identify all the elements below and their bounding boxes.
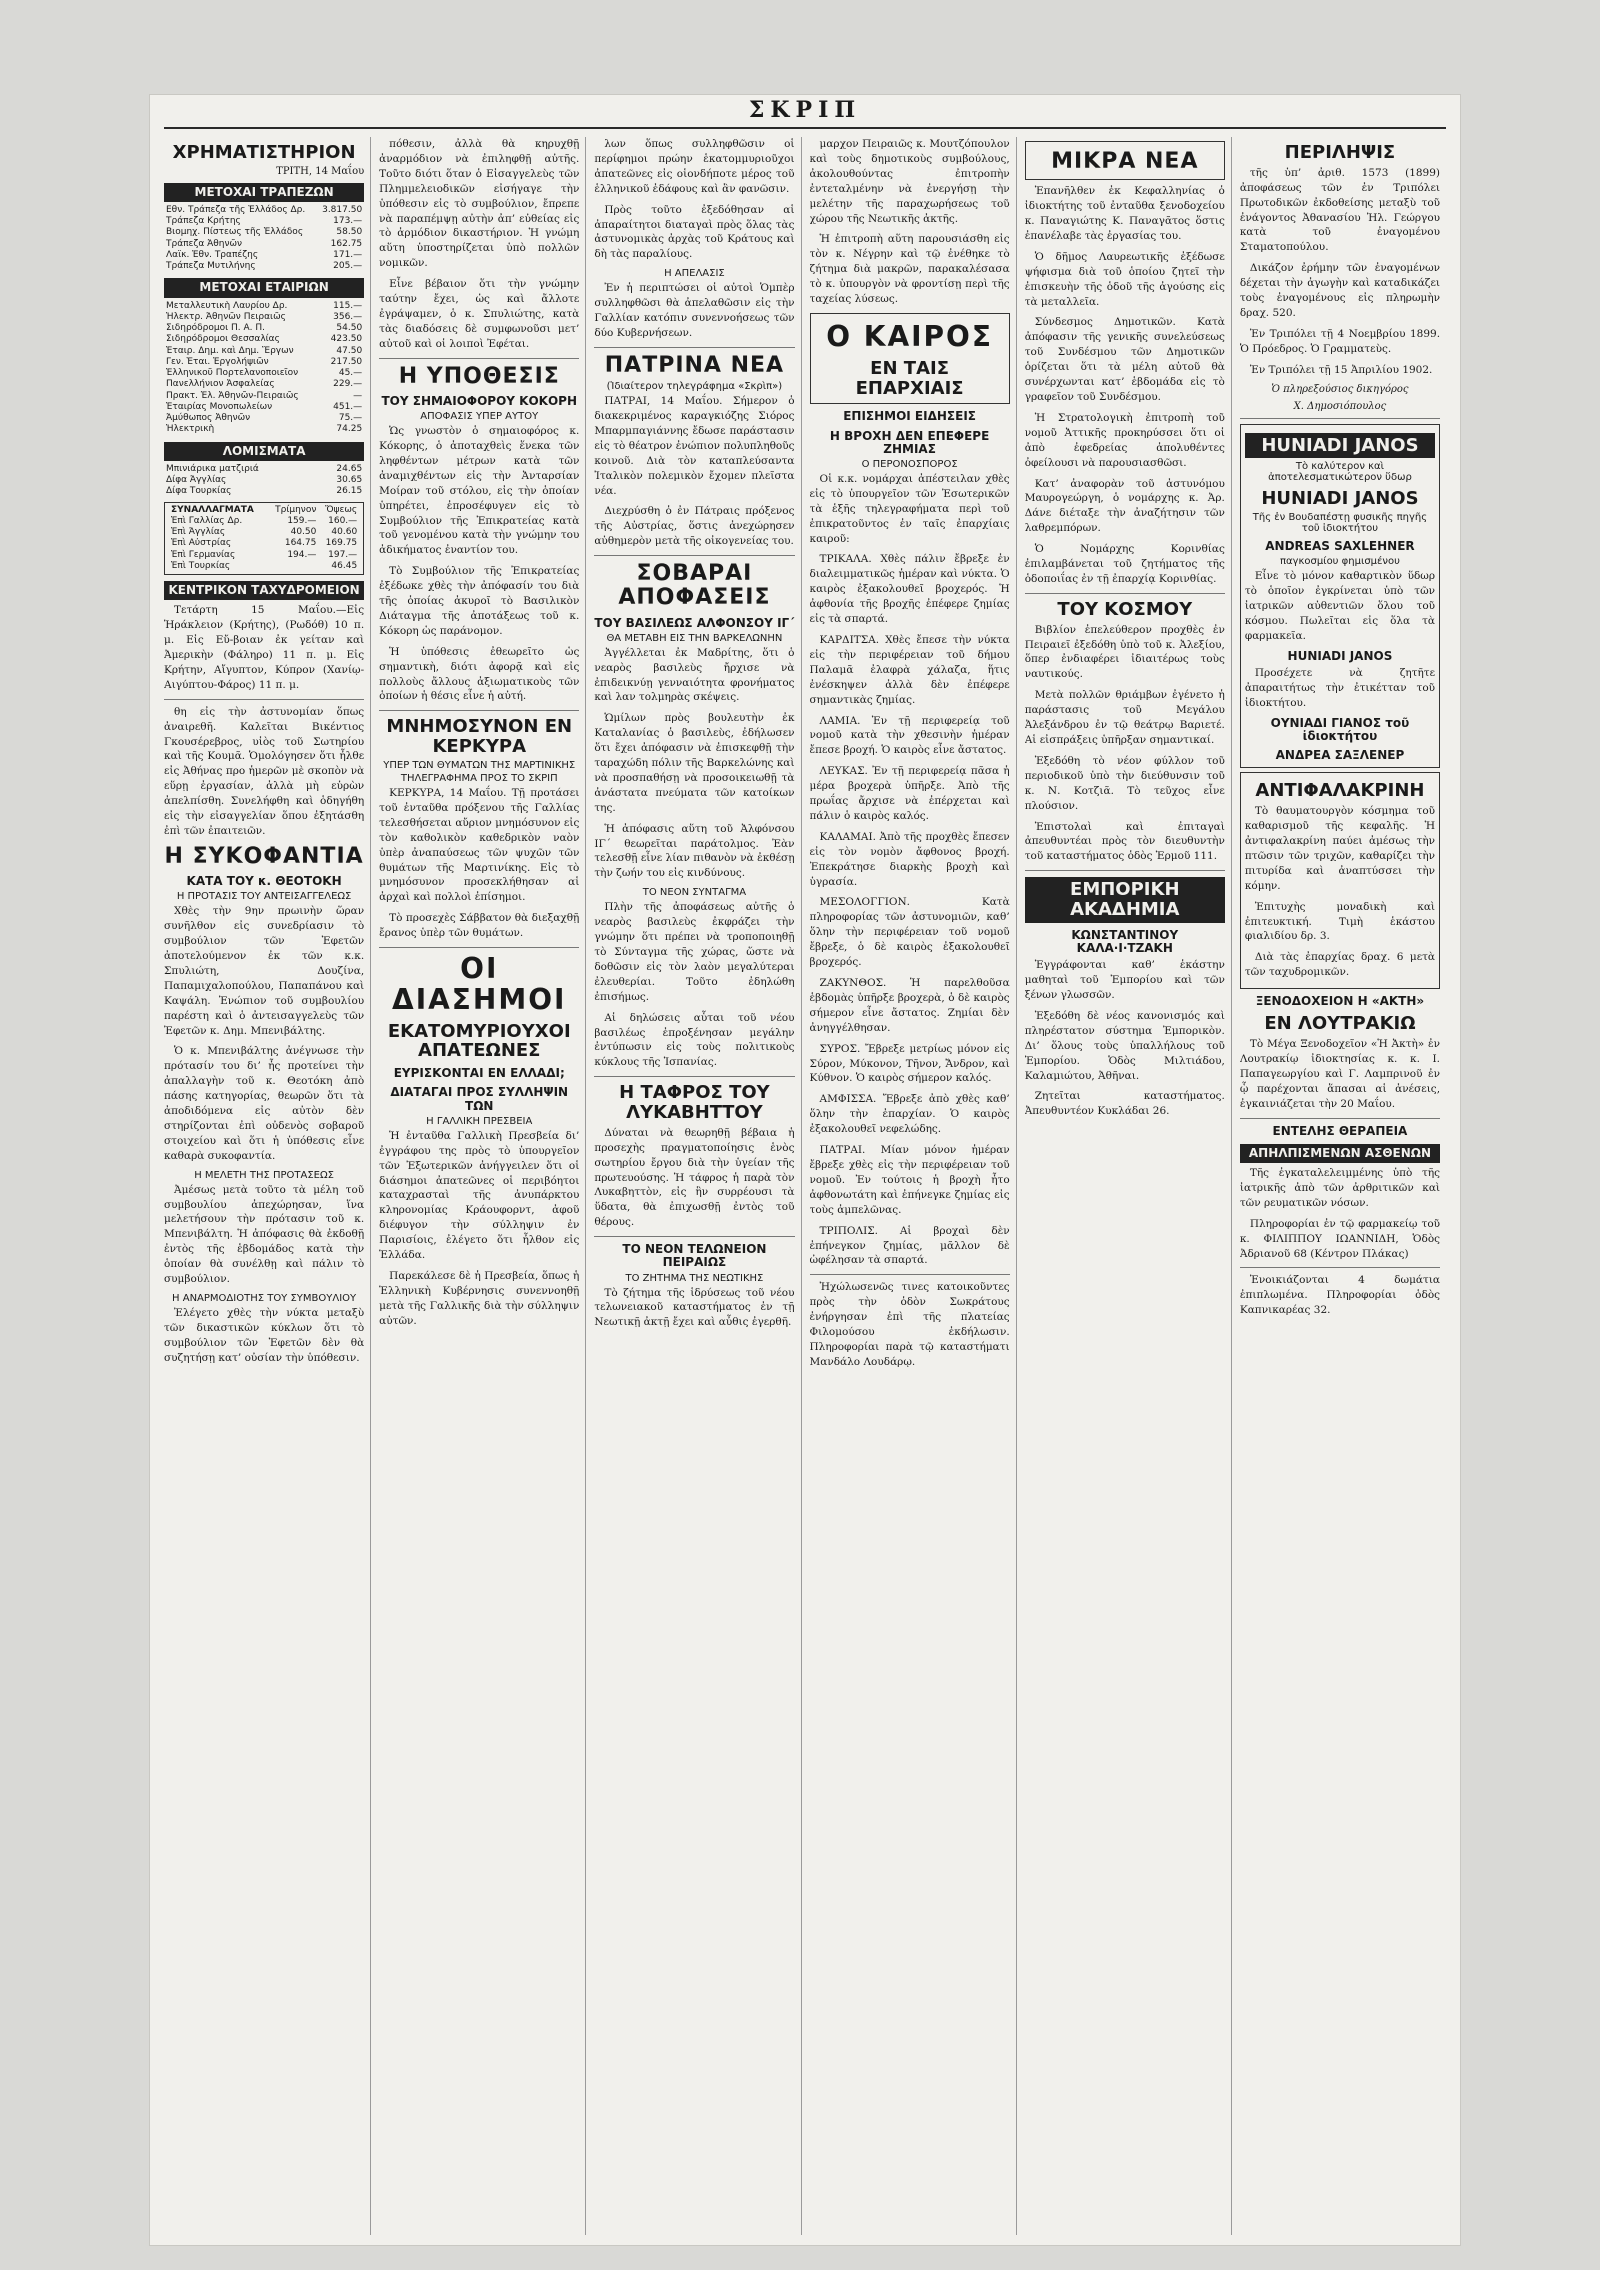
article-paragraph: ΠΑΤΡΑΙ. Μίαν μόνον ἡμέραν ἔβρεξε χθὲς εἰς τὴν περιφέρειαν τοῦ νομοῦ. Ἐν τούτοις ἡ βροχὴ ἦτο ἀφθονωτάτη καὶ ἐπήνεγκε ζημίας εἰς τοὺς ἀμπελῶνας. [809,1144,1010,1216]
koros-subheading-2: ΑΠΟΦΑΣΙΣ ΥΠΕΡ ΑΥΤΟΥ [420,411,539,423]
article-paragraph: Ἐπιστολαὶ καὶ ἐπιταγαὶ ἀπευθυντέαι πρὸς τὸν διευθυντὴν τοῦ καταστήματος ὁδὸς Ἑρμοῦ 111. [1024,820,1225,863]
divider [1025,870,1225,871]
article-paragraph: Ἡ Στρατολογικὴ ἐπιτροπὴ τοῦ νομοῦ Ἀττικῆς προκηρύσσει ὅτι οἱ ἀπὸ ἐφεδρείας ἀπολυθέντες ὀφείλουσι νὰ παρουσιασθῶσι. [1024,411,1225,469]
notice-paragraph: Ἐν Τριπόλει τῇ 15 Ἀπριλίου 1902. [1249,363,1433,376]
row-value: 47.50 [336,345,363,356]
article-paragraph: Ὁ Νομάρχης Κορινθίας ἐπιλαμβάνεται τοῦ ζητήματος τῆς ὁδοποιΐας ἐν τῇ ἐπαρχίᾳ Κορινθίας. [1024,543,1225,585]
signature-name: Χ. Δημοσιόπουλος [1293,400,1387,412]
fraud-heading: ΟΙ ΔΙΑΣΗΜΟΙ [392,952,567,1016]
masthead-rule [164,127,1446,129]
ad-paragraph: Τὸ θαυματουργὸν κόσμημα τοῦ καθαρισμοῦ τῆς κεφαλῆς. Ἡ ἀντιφαλακρίνη παύει ἀμέσως τὴν πτῶσιν τῶν τριχῶν, καθαρίζει τὴν πιτυρίδα καὶ ἀναπτύσσει τὴν κόμην. [1244,805,1436,892]
table-row [164,368,364,379]
coins-heading: ΛΟΜΙΣΜΑΤΑ [164,442,364,461]
article-paragraph: Χθὲς τὴν 9ην πρωινὴν ὥραν συνῆλθον εἰς συνεδρίασιν τὸ συμβούλιον τῶν Ἐφετῶν ἀποτελούμενον ἐκ τῶν κ.κ. Σπυλιώτη, Δουζίνα, Παπαμιχαλοπούλου, Παπαπάνου καὶ Καψάλη. Ἐνώπιον τοῦ συμβουλίου παρέστη καὶ ὁ ἀντεισαγγελεὺς τῶν Ἐφετῶν κ. Δημ. Μπενιβάλτης. [164,905,365,1037]
companies-table [164,301,364,436]
finance-date: ΤΡΙΤΗ, 14 Μαΐου [276,165,365,177]
post-text: Τετάρτη 15 Μαΐου.—Εἰς Ἡράκλειον (Κρήτης), (Ρωδόθ) 10 π. μ. Εἰς Εὔ-βοιαν ἐκ γείταν καὶ Ἀμερικὴν (Φάληρο) 11 π. μ. Εἰς Κρήτην, Αἴγυπτον, Κύπρον (Χανίῳ-Αιγύπτου-Φάρος) 11 π. μ. [164,604,365,691]
row-label: Ἑταιρ. Δημ. καὶ Δημ. Ἔργων [166,345,294,356]
article-paragraph: Ἡ ἐπιτροπὴ αὕτη παρουσιάσθη εἰς τὸν κ. Νέγρην καὶ τῷ ἐνέθηκε τὸ ζήτημα διὰ μακρῶν, παρακαλέσασα τὸ κ. ὑπουργὸν νὰ φροντίσῃ περὶ τῆς ταχείας λύσεως. [809,233,1010,306]
kerkyra-subheading-2: ΤΗΛΕΓΡΑΦΗΜΑ ΠΡΟΣ ΤΟ ΣΚΡΙΠ [400,772,558,784]
article-paragraph: Μετὰ πολλῶν θριάμβων ἐγένετο ἡ παράστασις τοῦ Μεγάλου Ἀλεξάνδρου ἐν τῷ θεάτρῳ Βαριετέ. Αἱ εἰσπράξεις ὑπῆρξαν σημαντικαί. [1024,689,1225,746]
row-label: Πρακτ. Ἐλ. Ἀθηνῶν-Πειραιῶς [166,390,299,401]
article-paragraph: Ἐγγράφονται καθ’ ἑκάστην μαθηταὶ τοῦ Ἐμπορίου καὶ τῶν ξένων γλωσσῶν. [1024,959,1225,1002]
divider [1240,1118,1440,1119]
table-row [164,334,364,345]
row-value: 24.65 [336,463,363,474]
saxlehner-greek: ΑΝΔΡΕΑ ΣΑΞΛΕΝΕΡ [1275,748,1405,763]
row-label: Τράπεζα Μυτιλήνης [166,261,256,272]
table-row [164,301,364,312]
article-paragraph: Ὡμίλων πρὸς βουλευτὴν ἐκ Καταλανίας ὁ βασιλεὺς, ἐδήλωσεν ὅτι ἔχει ἀπόφασιν νὰ ἐπισκεφθῇ τὴν ταραχώδη πόλιν τῆς Βαρκελώνης καὶ νὰ προσπαθήσῃ νὰ προσοικειωθῇ τὰ ἀνάστατα πνεύματα τῶν κατοίκων της. [594,712,795,814]
row-value: 74.25 [336,424,363,435]
article-paragraph: Πρὸς τοῦτο ἐξεδόθησαν αἱ ἀπαραίτητοι διαταγαὶ πρὸς ὅλας τὰς ἀστυνομικὰς ἀρχὰς τοῦ Κράτους καὶ δὴ τὰς παραλίους. [594,203,795,261]
article-paragraph: Ἡ ἀπόφασις αὕτη τοῦ Ἀλφόνσου ΙΓ΄ θεωρεῖται παράτολμος. Ἐὰν τελεσθῇ εἶνε λίαν πιθανὸν νὰ ἐκθέσῃ τὴν ζωήν του εἰς κινδύνους. [594,822,795,880]
king-subheading-2: ΘΑ ΜΕΤΑΒΗ ΕΙΣ ΤΗΝ ΒΑΡΚΕΛΩΝΗΝ [606,632,783,644]
finance-heading: ΧΡΗΜΑΤΙΣΤΗΡΙΟΝ [172,142,356,163]
table-row [164,379,364,390]
hotel-heading: ΞΕΝΟΔΟΧΕΙΟΝ Η «ΑΚΤΗ» [1255,994,1425,1009]
hotel-subheading: ΕΝ ΛΟΥΤΡΑΚΙΩ [1264,1013,1416,1035]
article-paragraph: Δύναται νὰ θεωρηθῇ βέβαια ἡ προσεχὴς πραγματοποίησις ἑνὸς σωτηρίου ἔργου διὰ τὴν ὑγείαν τῆς πρωτευούσης. Ἡ τάφρος ἡ παρὰ τὸν Λυκαβηττὸν, εἰς ἣν συρρέουσι τὰ ὕδατα, θὰ ἐπιχωσθῇ ἐντὸς τοῦ θέρους. [594,1126,795,1229]
article-paragraph: ΚΑΛΑΜΑΙ. Ἀπὸ τῆς προχθὲς ἔπεσεν εἰς τὸν νομὸν ἄφθονος βροχή. Ἐπεκράτησε διαρκὴς βροχὴ καὶ ὑγρασία. [809,830,1010,888]
divider [594,1236,794,1237]
row-value: 171.— [333,249,363,260]
patra-subheading: (Ἰδιαίτερον τηλεγράφημα «Σκρὶπ») [606,381,783,393]
article-paragraph: Σύνδεσμος Δημοτικῶν. Κατὰ ἀπόφασιν τῆς γενικῆς συνελεύσεως τοῦ Συνδέσμου τῶν Δημοτικῶν ὁρίζεται ὅτι τὰ μέλη αὐτοῦ θὰ συνέρχωνται κατ’ ἑβδομάδα εἰς τὸ γραφεῖον τοῦ Συνδέσμου. [1024,316,1225,403]
anti-heading: ΑΝΤΙΦΑΛΑΚΡΙΝΗ [1255,780,1425,802]
anti-ad [1240,772,1440,989]
row-label: Τράπεζα Κρήτης [166,216,241,227]
row-label: Εθν. Τράπεζα τῆς Ἑλλάδος Δρ. [166,204,306,215]
row-value: 54.50 [336,323,363,334]
row-label: Λαϊκ. Ἐθν. Τραπέζης [166,249,259,260]
article-paragraph: Τὸ Συμβούλιον τῆς Ἐπικρατείας ἐξέδωκε χθὲς τὴν ἀπόφασίν του διὰ τῆς ὁποίας ἀκυροῖ τὸ Βασιλικὸν Διάταγμα τῆς ἀποτάξεως τοῦ κ. Κόκορη ὡς παράνομον. [379,565,580,637]
row-label: Δίφα Ἀγγλίας [166,475,227,486]
row-value: 26.15 [336,486,363,497]
column-2 [379,137,586,2235]
article-paragraph: Διεχρύσθη ὁ ἐν Πάτραις πρόξενος τῆς Αὐστρίας, ὅστις ἀνεχώρησεν αὐθημερὸν μετὰ τῆς οἰκογενείας του. [594,505,795,548]
banks-table [164,205,364,273]
article-paragraph: Πλὴν τῆς ἀποφάσεως αὐτῆς ὁ νεαρὸς βασιλεὺς ἐκφράζει τὴν γνώμην ὅτι πρέπει νὰ τροποποιηθῇ τὸ Σύνταγμα τῆς χώρας, ὥστε νὰ δοθῶσιν εἰς τὸν λαὸν μεγαλύτεραι ἐλευθερίαι. Τοῦτο ἐδηλώθη ἐπισήμως. [594,901,795,1003]
article-paragraph: Κατ’ ἀναφορὰν τοῦ ἀστυνόμου Μαυρογεώργη, ὁ νομάρχης κ. Ἀρ. Δάνε διέταξε τὴν ἀναζήτησιν τῶν λαθρεμπόρων. [1024,477,1225,535]
row-value: 162.75 [330,238,363,249]
article-paragraph: ΜΕΣΟΛΟΓΓΙΟΝ. Κατὰ πληροφορίας τῶν ἀστυνομιῶν, καθ’ ὅλην τὴν περιφέρειαν τοῦ νομοῦ ἔβρεξε, ὁ δὲ καιρὸς ἐξακολουθεῖ βροχερός. [809,896,1010,969]
article-paragraph: ΤΡΙΠΟΛΙΣ. Αἱ βροχαὶ δὲν ἐπήνεγκον ζημίας, μᾶλλον δὲ ὠφέλησαν τὰ σπαρτά. [809,1224,1010,1267]
divider [379,358,579,359]
kerkyra-subheading: ΥΠΕΡ ΤΩΝ ΘΥΜΑΤΩΝ ΤΗΣ ΜΑΡΤΙΝΙΚΗΣ [383,759,576,771]
row-value: 451.— [333,401,363,412]
article-paragraph: Ἐλέγετο χθὲς τὴν νύκτα μεταξὺ τῶν δικαστικῶν κύκλων ὅτι τὸ συμβούλιον τῶν Ἐφετῶν δὲν θὰ συζητήσῃ κατ’ οὐσίαν τὴν ὑπόθεσιν. [164,1307,365,1364]
row-value: 3.817.50 [322,204,363,215]
table-row [164,261,364,272]
article-paragraph: Τὸ ζήτημα τῆς ἱδρύσεως τοῦ νέου τελωνειακοῦ καταστήματος ἐν τῇ Νεωτικῇ ἀκτῇ ἔχει καὶ αὖθις ἐγερθῆ. [594,1286,795,1329]
sykofantia-heading: Η ΣΥΚΟΦΑΝΤΙΑ [164,843,364,869]
article-paragraph: Ὡς γνωστὸν ὁ σημαιοφόρος κ. Κόκορης, ὁ ἀποταχθεὶς ἕνεκα τῶν ληφθέντων μέτρων κατὰ τῶν ἀναμιχθέντων εἰς τὴν Ἀνταρσίαν Μοίραν τοῦ στόλου, εἰς τὴν ὁποίαν ὑπηρέτει, ἐπροσέφυγεν εἰς τὸ Συμβούλιον τῆς Ἐπικρατείας κατὰ τοῦ γενομένου κατὰ τὴν γνώμην του ἀδικήματος ἐναντίον του. [379,425,580,557]
customs-subheading: ΤΟ ΖΗΤΗΜΑ ΤΗΣ ΝΕΩΤΙΚΗΣ [625,1272,764,1284]
koros-heading: Η ΥΠΟΘΕΣΙΣ [398,363,560,389]
table-row [164,464,364,475]
council-subheading: Η ΑΝΑΡΜΟΔΙΟΤΗΣ ΤΟΥ ΣΥΜΒΟΥΛΙΟΥ [172,1293,357,1305]
article-paragraph: Ὁ δῆμος Λαυρεωτικῆς ἐξέδωσε ψήφισμα διὰ τοῦ ὁποίου ζητεῖ τὴν ἐπισκευὴν τῆς ὁδοῦ τῆς ἀγούσης εἰς τὰ μεταλλεῖα. [1024,250,1225,308]
divider [1240,1267,1440,1268]
row-label: Σιδηρόδρομοι Π. Α. Π. [166,323,266,334]
table-row [169,527,359,538]
table-row [164,391,364,402]
article-paragraph: Ἀγγέλλεται ἐκ Μαδρίτης, ὅτι ὁ νεαρὸς βασιλεὺς ἤρχισε νὰ ἐπιδεικνύῃ γενναιότητα φρονήματος καὶ λαν τολμηρὰς σκέψεις. [594,646,795,704]
table-row [164,312,364,323]
row-label: Ἐπὶ Γερμανίας [171,549,236,560]
row-label: Ἐπὶ Τουρκίας [171,560,231,571]
ad-paragraph: Τὸ Μέγα Ξενοδοχεῖον «Ἡ Ἀκτὴ» ἐν Λουτρακίῳ ἰδιοκτησίας κ. κ. Ι. Παπαγεωργίου καὶ Γ. Λαμπρινοῦ ἐν ᾧ παρέχονται ἅπασαι αἱ ἀνέσεις, ἐγκαινιάζεται τὴν 20 Μαΐου. [1239,1038,1441,1110]
table-row [164,413,364,424]
row-value: 75.— [338,413,363,424]
therapy-subheading: ΑΠΗΛΠΙΣΜΕΝΩΝ ΑΣΘΕΝΩΝ [1240,1144,1440,1163]
row-label: Γεν. Ἑται. Ἐργολήψιῶν [166,356,269,367]
table-row [164,227,364,238]
divider [594,1076,794,1077]
row-label: Τράπεζα Ἀθηνῶν [166,238,243,249]
article-paragraph: Ἐν ἡ περιπτώσει οἱ αὐτοὶ Ὁμπὲρ συλληφθῶσι θὰ ἀπελαθῶσιν εἰς τὴν Γαλλίαν κατόπιν συνεννοήσεως τῶν δύο Κυβερνήσεων. [594,282,795,339]
emporiki-subheading: ΚΩΝΣΤΑΝΤΙΝΟΥ ΚΑΛΑ·Ι·ΤΖΑΚΗ [1071,927,1179,956]
article-paragraph: πόθεσιν, ἀλλὰ θὰ κηρυχθῇ ἀναρμόδιον νὰ ἐπιληφθῇ αὐτῆς. Τοῦτο διότι ὅταν ὁ Εἰσαγγελεὺς τῶν Πλημμελειοδικῶν εἰσήγαγε τὴν ὑπόθεσιν εἰς τὸ συμβούλιον, ἔπρεπε νὰ παραπέμψῃ αὐτὴν ἀπ’ εὐθείας εἰς τὸ ἀρμόδιον δικαστήριον. Ἡ γνώμη αὕτη ὑποστηρίζεται ὑπὸ πολλῶν νομικῶν. [379,138,580,270]
article-paragraph: Ἐξεδόθη τὸ νέον φύλλον τοῦ περιοδικοῦ ὑπὸ τὴν διεύθυνσιν τοῦ κ. Ν. Κοτζιᾶ. Τὸ τεῦχος εἶνε πλούσιον. [1024,754,1225,812]
article-paragraph: θη εἰς τὴν ἀστυνομίαν ὅπως ἀναιρεθῆ. Καλεῖται Βικέντιος Γκουσέρεβρος, υἱὸς τοῦ Σωτηρίου καὶ τῆς Κουμᾶ. Ὁμολόγησεν ὅτι ἦλθε εἰς Ἀθήνας προ ἡμερῶν μὲ σκοπὸν νὰ εὕρῃ ἐργασίαν, ἀλλὰ μὴ εὑρὼν ἀπελπίσθη. Συνελήφθη καὶ ὁδηγήθη εἰς τὴν εἰσαγγελίαν ὅπου ἐξητάσθη ἐπὶ τῶν ἐπαιτειῶν. [164,705,365,837]
article-paragraph: Τὸ προσεχὲς Σάββατον θὰ διεξαχθῇ ἔρανος ὑπὲρ τῶν θυμάτων. [379,912,580,940]
table-row [164,323,364,334]
divider [379,947,579,948]
divider [1025,593,1225,594]
weather-box [810,313,1010,404]
weather-subheading-3: Η ΒΡΟΧΗ ΔΕΝ ΕΠΕΦΕΡΕ ΖΗΜΙΑΣ [829,428,990,456]
table-row [164,475,364,486]
sykofantia-subheading-2: Η ΠΡΟΤΑΣΙΣ ΤΟΥ ΑΝΤΕΙΣΑΓΓΕΛΕΩΣ [176,891,352,903]
exchange-col-a: Τρίμηνον [275,504,317,515]
row-value: 173.— [333,216,363,227]
row-value: 40.60 [331,527,358,538]
article-paragraph: Οἱ κ.κ. νομάρχαι ἀπέστειλαν χθὲς εἰς τὸ ὑπουργεῖον τῶν Ἐσωτερικῶν τὰ ἑξῆς τηλεγραφήματα περὶ τοῦ ἐπικρατοῦντος ἐν ταῖς ἐπαρχίαις καιροῦ: [809,472,1010,545]
patra-heading: ΠΑΤΡΙΝΑ ΝΕΑ [604,352,785,378]
companies-heading: ΜΕΤΟΧΑΙ ΕΤΑΙΡΙΩΝ [164,278,364,297]
row-label: Ἑλληνικοῦ Πορτελανοποιεῖον [166,368,299,379]
row-value: 45.— [338,368,363,379]
row-label: Μπινιάρικα ματζιριά [166,463,259,474]
weather-heading: Ο ΚΑΙΡΟΣ [826,319,993,353]
fraud-subheading-3: Η ΓΑΛΛΙΚΗ ΠΡΕΣΒΕΙΑ [426,1115,533,1127]
row-label: Πανελλήνιον Ἀσφαλείας [166,379,275,390]
row-label: Δίφα Τουρκίας [166,486,232,497]
ad-paragraph: Ἐνοικιάζονται 4 δωμάτια ἐπιπλωμένα. Πληροφορίαι ὁδὸς Καπνικαρέας 32. [1239,1274,1441,1317]
article-paragraph: ΛΑΜΙΑ. Ἐν τῇ περιφερείᾳ τοῦ νομοῦ κατὰ τὴν χθεσινὴν ἡμέραν ἔπεσε βροχή. Ὁ καιρὸς εἶνε ἄστατος. [809,714,1010,757]
mikra-heading: ΜΙΚΡΑ ΝΕΑ [1051,149,1199,174]
divider [594,347,794,348]
article-paragraph: Ἐξεδόθη δὲ νέος κανονισμός καὶ πληρέστατον σύστημα Ἐμπορικὸν. Δι’ ὅλους τοὺς ὑπαλλήλους τοῦ Ἐμπορίου. Ὁδὸς Μιλτιάδου, Καλαμιώτου, Ἀθῆναι. [1024,1009,1225,1082]
divider [594,555,794,556]
notice-paragraph: Δικάζον ἐρήμην τῶν ἐναγομένων δέχεται τὴν ἀγωγὴν καὶ καταδικάζει τοὺς ἐναγομένους εἰς πληρωμὴν δραχ. 520. [1239,262,1441,319]
table-row [164,205,364,216]
column-6 [1240,137,1446,2235]
row-label: Ἐπὶ Αὐστρίας [171,538,232,549]
hunyadi-subheading: Τὸ καλύτερον καὶ ἀποτελεσματικώτερον ὕδωρ [1268,461,1412,484]
row-value: 423.50 [330,334,363,345]
row-label: Ἀμύθωπος Ἀθηνῶν [166,413,251,424]
notice-paragraph: τῆς ὑπ’ ἀριθ. 1573 (1899) ἀποφάσεως τῶν ἐν Τριπόλει Πρωτοδικῶν ἐκδοθείσης μεταξὺ τοῦ ἐνάγοντος Ἀθανασίου Ἠλ. Γεώργου κατὰ τοῦ ἐναγομένου Σταματοπούλου. [1239,166,1441,254]
hunyadi-name: HUNIADI JANOS [1261,488,1419,510]
row-value: 58.50 [336,227,363,238]
table-row [169,538,359,549]
divider [810,1274,1010,1275]
article-paragraph: ΖΑΚΥΝΘΟΣ. Ἡ παρελθοῦσα ἑβδομὰς ὑπῆρξε βροχερὰ, ὁ δὲ καιρὸς σήμερον εἶνε ἄστατος. Ζημίαι δὲν ἀνηγγέλθησαν. [809,977,1010,1034]
columns [164,137,1446,2235]
hunyadi-subheading-3: παγκοσμίου φημισμένου [1279,556,1400,568]
table-row [164,486,364,497]
row-value: 30.65 [336,475,363,486]
row-value: 356.— [333,311,363,322]
row-label: Ἐπὶ Γαλλίας Δρ. [171,515,243,526]
article-paragraph: Ζητεῖται καταστήματος. Ἀπευθυντέον Κυκλάδαι 26. [1024,1090,1225,1118]
row-label: Ἐπὶ Ἀγγλίας [171,527,226,538]
row-value: 46.45 [331,560,358,571]
article-paragraph: Ἡ ἐνταῦθα Γαλλικὴ Πρεσβεία δι’ ἐγγράφου της πρὸς τὸ ὑπουργεῖον τῶν Ἐξωτερικῶν ἀνήγγειλεν ὅτι οἱ διάσημοι ἀπατεῶνες οἱ περιβόητοι καταχρασταὶ τῆς ἀνυπάρκτου κληρονομίας Κράουφορντ, ἀφοῦ διέφυγον τὴν σύλληψιν ἐν Παρισίοις, ἐλέγετο ὅτι ἦλθον εἰς Ἑλλάδα. [379,1129,580,1262]
exchange-col-b: Ὄψεως [325,504,358,515]
article-paragraph: ΑΜΦΙΣΣΑ. Ἔβρεξε ἀπὸ χθὲς καθ’ ὅλην τὴν ἐπαρχίαν. Ὁ καιρὸς ἐξακολουθεῖ νεφελώδης. [809,1093,1010,1136]
article-paragraph: ΤΡΙΚΑΛΑ. Χθὲς πάλιν ἔβρεξε ἐν διαλειμματικῶς ἡμέραν καὶ νύκτα. Ὁ καιρὸς ἐξακολουθεῖ βροχερός. Ἡ ἀφθονία τῆς βροχῆς ἐπέφερε ζημίας εἰς τὰ σπαρτά. [809,553,1010,626]
article-paragraph: Ἡ ὑπόθεσις ἐθεωρεῖτο ὡς σημαντικὴ, διότι ἀφορᾷ καὶ εἰς πολλοὺς ἄλλους ἀξιωματικοὺς τῶν ὁποίων ἡ θέσις εἶνε ἡ αὐτή. [379,645,580,703]
newspaper-page [150,95,1460,2245]
deport-subheading: Η ΑΠΕΛΑΣΙΣ [664,268,725,280]
weather-subheading: ΕΝ ΤΑΙΣ ΕΠΑΡΧΙΑΙΣ [855,357,964,399]
row-value: 159.— [287,515,317,526]
emporiki-heading: ΕΜΠΟΡΙΚΗ ΑΚΑΔΗΜΙΑ [1025,877,1225,923]
fraud-heading-2: ΕΚΑΤΟΜΥΡΙΟΥΧΟΙ ΑΠΑΤΕΩΝΕΣ [387,1020,571,1062]
ad-paragraph: Τῆς ἐγκαταλελειμμένης ὑπὸ τῆς ἰατρικῆς ἀπὸ τῶν ἀρθριτικῶν καὶ τῶν ρευματικῶν νόσων. [1239,1167,1441,1209]
masthead: ΣΚΡΙΠ [748,97,862,123]
table-row [169,516,359,527]
sykofantia-subheading: ΚΑΤΑ ΤΟΥ κ. ΘΕΟΤΟΚΗ [186,874,342,889]
row-label: Ἑταιρίας Μονοπωλείων [166,401,273,412]
table-row [164,250,364,261]
notice-paragraph: Ἐν Τριπόλει τῇ 4 Νοεμβρίου 1899. Ὁ Πρόεδρος. Ὁ Γραμματεὺς. [1239,327,1441,355]
ad-paragraph: Διὰ τὰς ἐπαρχίας δραχ. 6 μετὰ τῶν ταχυδρομικῶν. [1244,951,1436,979]
column-5 [1025,137,1232,2235]
article-paragraph: μαρχον Πειραιῶς κ. Μουτζόπουλον καὶ τοὺς δημοτικοὺς συμβούλους, ἀκολουθούντας ἐπιτροπὴν ἐντεταλμένην νὰ ἐνεργήσῃ τὴν μελέτην τῆς παραχωρήσεως τοῦ χώρου τῆς Νεωτικῆς ἀκτῆς. [809,138,1010,225]
article-paragraph: Ἠχώλωσενῶς τινες κατοικοῦντες πρὸς τὴν ὁδὸν Σωκράτους ἐνήργησαν ἐπὶ τῆς πλατείας Φιλομούσου ἐκδήλωσιν. Πληροφορίαι παρὰ τῷ καταστήματι Μανδάλο Λουδάρῳ. [809,1281,1010,1368]
row-label: Σιδηρόδρομοι Θεσσαλίας [166,334,280,345]
weather-subheading-2: ΕΠΙΣΗΜΟΙ ΕΙΔΗΣΕΙΣ [843,409,976,424]
article-paragraph: Ἀμέσως μετὰ τοῦτο τὰ μέλη τοῦ συμβουλίου ἀπεχώρησαν, ἵνα μελετήσουν τὴν πρότασιν τοῦ κ. Μπενιβάλτη. Ἡ ἀπόφασις θὰ ἐκδοθῇ ἐντὸς τῆς ἑβδομάδος κατὰ τὴν ὁποίαν θὰ συνέλθῃ καὶ πάλιν τὸ συμβούλιον. [164,1183,365,1286]
article-paragraph: ΛΕΥΚΑΣ. Ἐν τῇ περιφερείᾳ πᾶσα ἡ μέρα βροχερὰ ὑπῆρξε. Ἀπὸ τῆς πρωΐας ἄρχισε νὰ ἐπέρχεται καὶ πάλιν ὁ καιρὸς καλός. [809,765,1010,822]
row-value: 197.— [328,549,358,560]
king-heading: ΣΟΒΑΡΑΙ ΑΠΟΦΑΣΕΙΣ [618,561,771,611]
article-paragraph: ΚΕΡΚΥΡΑ, 14 Μαΐου. Τῇ προτάσει τοῦ ἐνταῦθα πρόξενου τῆς Γαλλίας τελεσθήσεται αὔριον μνημόσυνον εἰς τὸν καθολικὸν καθεδρικὸν ναὸν ὑπὲρ ἀναπαύσεως τῶν ψυχῶν τῶν θυμάτων τῆς Μαρτινίκης. Εἰς τὸ μνημόσυνον προσεκλήθησαν αἱ ἀρχαὶ καὶ πολλοὶ ἐπίσημοι. [379,786,580,904]
row-label: Βιομηχ. Πίστεως τῆς Ἑλλάδος [166,227,304,238]
ad-paragraph: Πληροφορίαι ἐν τῷ φαρμακείῳ τοῦ κ. ΦΙΛΙΠΠΟΥ ΙΩΑΝΝΙΔΗ, Ὁδὸς Ἀδριανοῦ 68 (Κέντρον Πλάκας) [1239,1217,1441,1260]
article-paragraph: λων ὅπως συλληφθῶσιν οἱ περίφημοι πρώην ἑκατομμυριοῦχοι ἀπατεῶνες εἰς οἱονδήποτε μέρος τοῦ ἑλληνικοῦ ἐδάφους καὶ ἂν φανῶσιν. [594,138,795,195]
constitution-subheading: ΤΟ ΝΕΟΝ ΣΥΝΤΑΓΜΑ [642,887,747,899]
row-value [267,561,318,572]
king-subheading: ΤΟΥ ΒΑΣΙΛΕΩΣ ΑΛΦΟΝΣΟΥ ΙΓ΄ [594,615,795,630]
fraud-subheading: ΕΥΡΙΣΚΟΝΤΑΙ ΕΝ ΕΛΛΑΔΙ; [393,1066,565,1081]
row-value: 164.75 [284,538,317,549]
article-paragraph: Ὁ κ. Μπενιβάλτης ἀνέγνωσε τὴν πρότασίν του δι’ ἧς προτείνει τὴν ἀπαλλαγὴν τοῦ κ. Θεοτόκη ἀπὸ πάσης κατηγορίας, θεωρῶν ὅτι τὰ ἀποδιδόμενα εἰς αὐτὸν δὲν στηρίζονται ἐπὶ οὐδενὸς σοβαροῦ στοιχείου καὶ ὅτι ἡ ὑπόθεσις εἶνε καθαρὰ συκοφαντία. [164,1045,365,1162]
divider [164,699,364,700]
exchange-table [169,505,359,573]
table-row [164,346,364,357]
coins-table [164,464,364,498]
saxlehner-name: ANDREAS SAXLEHNER [1265,539,1415,554]
periil-heading: ΠΕΡΙΛΗΨΙΣ [1284,142,1396,163]
banks-heading: ΜΕΤΟΧΑΙ ΤΡΑΠΕΖΩΝ [164,183,364,202]
table-row [164,424,364,435]
post-heading: ΚΕΝΤΡΙΚΟΝ ΤΑΧΥΔΡΟΜΕΙΟΝ [164,581,364,600]
row-value: 169.75 [325,538,358,549]
row-value: 194.— [287,549,317,560]
row-value: — [353,390,363,401]
kosmou-heading: ΤΟΥ ΚΟΣΜΟΥ [1057,598,1193,620]
row-value: 229.— [333,379,363,390]
mikra-box [1025,141,1225,180]
hunyadi-subheading-2: Τῆς ἐν Βουδαπέστῃ φυσικῆς πηγῆς τοῦ ἰδιοκτήτου [1252,512,1428,535]
ad-paragraph: Ἐπιτυχὴς μοναδικὴ καὶ ἐπιτευκτική. Τιμὴ ἑκάστου φιαλιδίου δρ. 3. [1244,900,1436,943]
customs-heading: ΤΟ ΝΕΟΝ ΤΕΛΩΝΕΙΟΝ ΠΕΙΡΑΙΩΣ [622,1242,767,1270]
table-row [164,216,364,227]
weather-subheading-4: Ο ΠΕΡΟΝΟΣΠΟΡΟΣ [861,458,958,470]
row-value: 217.50 [330,356,363,367]
article-paragraph: Βιβλίον ἐπελεύθερον προχθὲς ἐν Πειραιεῖ ἐξεδόθη ὑπὸ τοῦ κ. Ἀλεξίου, ὅπερ ἐνδιαφέρει ἰδιαιτέρως τοὺς ναυτικούς. [1024,623,1225,681]
hunyadi-heading: HUNIADI JANOS [1245,433,1435,459]
exchange-box [164,502,364,576]
row-value: 160.— [328,515,358,526]
divider [1240,418,1440,419]
row-label: Ἠλεκτρ. Ἀθηνῶν Πειραιῶς [166,311,286,322]
article-paragraph: Αἱ δηλώσεις αὗται τοῦ νέου βασιλέως ἐπροξένησαν μεγάλην ἐντύπωσιν εἰς τοὺς πολιτικοὺς κύκλους τῆς Ἱσπανίας. [594,1011,795,1069]
table-row [169,550,359,561]
article-paragraph: ΣΥΡΟΣ. Ἔβρεξε μετρίως μόνον εἰς Σύρον, Μύκονον, Τῆνον, Ἄνδρον, καὶ Κύθνον. Ὁ καιρὸς σήμερον καλός. [809,1042,1010,1085]
exchange-heading: ΣΥΝΑΛΛΑΓΜΑΤΑ [171,504,254,515]
table-row [164,402,364,413]
article-paragraph: ΠΑΤΡΑΙ, 14 Μαΐου. Σήμερον ὁ διακεκριμένος καραγκιόζης Σιόρος Μπαρμπαγιάννης ἔδωσε παράστασιν εἰς τὸ θέατρον ἐνώπιον πολυπληθοῦς κοινοῦ. Διὰ τὸν καταπλεύσαντα Ἰταλικὸν πολεμικὸν ἔχομεν πλεῖστα νέα. [594,395,795,497]
column-4 [810,137,1017,2235]
divider [379,710,579,711]
signature-title: Ὁ πληρεξούσιος δικηγόρος [1271,383,1409,395]
article-paragraph: Παρεκάλεσε δὲ ἡ Πρεσβεία, ὅπως ἡ Ἑλληνικὴ Κυβέρνησις συνεννοηθῇ μετὰ τῆς Γαλλικῆς διὰ τὴν σύλληψιν αὐτῶν. [379,1269,580,1327]
hunyadi-name-2: HUNIADI JANOS [1287,648,1393,663]
kerkyra-heading: ΜΝΗΜΟΣΥΝΟΝ ΕΝ ΚΕΡΚΥΡΑ [386,716,573,758]
therapy-heading: ΕΝΤΕΛΗΣ ΘΕΡΑΠΕΙΑ [1272,1123,1408,1138]
ad-paragraph: Εἶνε τὸ μόνον καθαρτικὸν ὕδωρ τὸ ὁποῖον ἐγκρίνεται ὑπὸ τῶν ἰατρικῶν αὐθεντιῶν ὅλου τοῦ κόσμου. Πωλεῖται εἰς ὅλα τὰ φαρμακεῖα. [1244,570,1436,642]
article-paragraph: Εἶνε βέβαιον ὅτι τὴν γνώμην ταύτην ἔχει, ὡς καὶ ἄλλοτε ἐγράψαμεν, ὁ κ. Σπυλιώτης, κατὰ τὰς διαδόσεις δὲ συμφωνοῦσι μετ’ αὐτοῦ καὶ οἱ λοιποὶ Ἐφέται. [379,278,580,350]
row-value: 115.— [333,300,363,311]
row-label: Μεταλλευτικὴ Λαυρίου Δρ. [166,300,288,311]
article-paragraph: ΚΑΡΔΙΤΣΑ. Χθὲς ἔπεσε τὴν νύκτα εἰς τὴν περιφέρειαν τοῦ δήμου Παλαμᾶ ἐλαφρὰ χάλαζα, ἥτις ἐνέσκηψεν ἀλλὰ δὲν ἐπέφερε σημαντικὰς ζημίας. [809,633,1010,706]
row-value: 40.50 [290,527,317,538]
table-row [169,561,359,572]
table-row [164,239,364,250]
ad-paragraph: Προσέχετε νὰ ζητῆτε ἀπαραιτήτως τὴν ἐτικέτταν τοῦ ἰδιοκτήτου. [1244,667,1436,709]
hunyadi-ad [1240,424,1440,769]
column-1 [164,137,371,2235]
article-paragraph: Ἐπανῆλθεν ἐκ Κεφαλληνίας ὁ ἰδιοκτήτης τοῦ ἐνταῦθα ξενοδοχείου κ. Παναγιώτης Κ. Παναγᾶτος ὅστις ἐπανέλαβε τὰς ἐργασίας του. [1024,185,1225,242]
row-value: 205.— [333,261,363,272]
table-row [164,357,364,368]
fraud-subheading-2: ΔΙΑΤΑΓΑΙ ΠΡΟΣ ΣΥΛΛΗΨΙΝ ΤΩΝ [390,1085,569,1113]
row-label: Ἠλεκτρικὴ [166,424,215,435]
study-subheading: Η ΜΕΛΕΤΗ ΤΗΣ ΠΡΟΤΑΣΕΩΣ [194,1169,334,1181]
tomb-heading: Η ΤΑΦΡΟΣ ΤΟΥ ΛΥΚΑΒΗΤΤΟΥ [619,1082,770,1124]
koros-subheading: ΤΟΥ ΣΗΜΑΙΟΦΟΡΟΥ ΚΟΚΟΡΗ [381,393,577,408]
column-3 [594,137,801,2235]
hunyadi-greek: ΟΥΝΙΑΔΙ ΓΙΑΝΟΣ τοῦ ἰδιοκτήτου [1270,715,1410,743]
